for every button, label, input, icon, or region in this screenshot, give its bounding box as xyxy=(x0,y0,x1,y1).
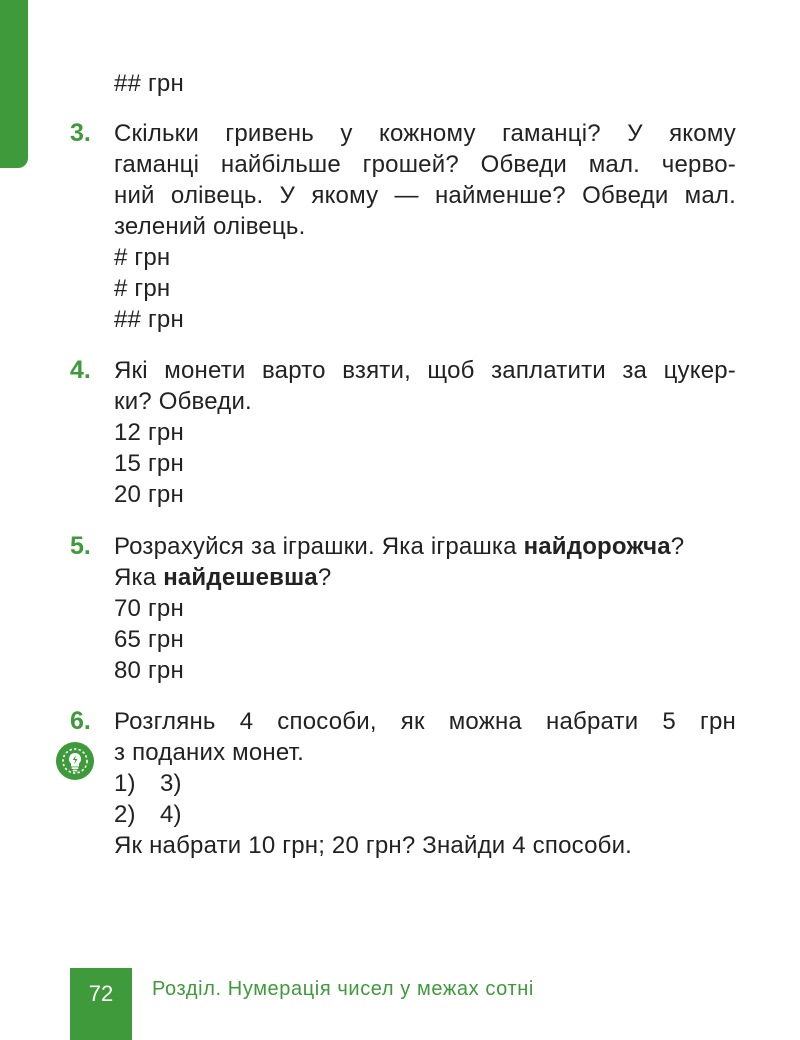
ways-row: 2) 4) xyxy=(114,801,182,828)
task-5-amount: 65 грн xyxy=(114,626,184,653)
task-3-amount: ## грн xyxy=(114,306,184,333)
task-4 xyxy=(114,355,736,510)
task-3-number: 3. xyxy=(70,119,91,147)
task-5-line: Розрахуйся за іграшки. Яка іграшка найдорожча? xyxy=(114,533,685,560)
lightbulb-icon xyxy=(56,742,94,780)
ways-row: 1) 3) xyxy=(114,770,182,797)
page-number: 72 xyxy=(70,968,132,1040)
task-3-line: гаманці найбільше грошей? Обведи мал. черво- xyxy=(114,151,736,178)
task-6-number: 6. xyxy=(70,707,91,735)
task-3 xyxy=(114,118,736,335)
bold-word: найдорожча xyxy=(523,533,671,560)
task-3-line: ний олівець. У якому — найменше? Обведи мал. xyxy=(114,182,736,209)
bold-word: найдешевша xyxy=(163,564,318,591)
task-5-number: 5. xyxy=(70,532,91,560)
task-6-line: з поданих монет. xyxy=(114,739,305,766)
top-line: ## грн xyxy=(114,70,184,97)
task-6-final: Як набрати 10 грн; 20 грн? Знайди 4 способи. xyxy=(114,832,633,859)
task-3-line: зелений олівець. xyxy=(114,213,306,240)
section-title: Розділ. Нумерація чисел у межах сотні xyxy=(152,978,534,1000)
task-6-line: Розглянь 4 способи, як можна набрати 5 грн xyxy=(114,708,736,735)
task-4-amount: 20 грн xyxy=(114,481,184,508)
task-5-amount: 80 грн xyxy=(114,657,184,684)
task-5-line: Яка найдешевша? xyxy=(114,564,332,591)
task-5-amount: 70 грн xyxy=(114,595,184,622)
task-5 xyxy=(114,531,736,686)
task-3-line: Скільки гривень у кожному гаманці? У якому xyxy=(114,120,736,147)
task-3-amount: # грн xyxy=(114,244,171,271)
task-4-amount: 12 грн xyxy=(114,419,184,446)
task-4-amount: 15 грн xyxy=(114,450,184,477)
task-3-amount: # грн xyxy=(114,275,171,302)
side-tab xyxy=(0,0,28,168)
task-6 xyxy=(114,706,736,861)
task-4-line: ки? Обведи. xyxy=(114,388,252,415)
task-4-number: 4. xyxy=(70,356,91,384)
task-4-line: Які монети варто взяти, щоб заплатити за цукер- xyxy=(114,357,736,384)
